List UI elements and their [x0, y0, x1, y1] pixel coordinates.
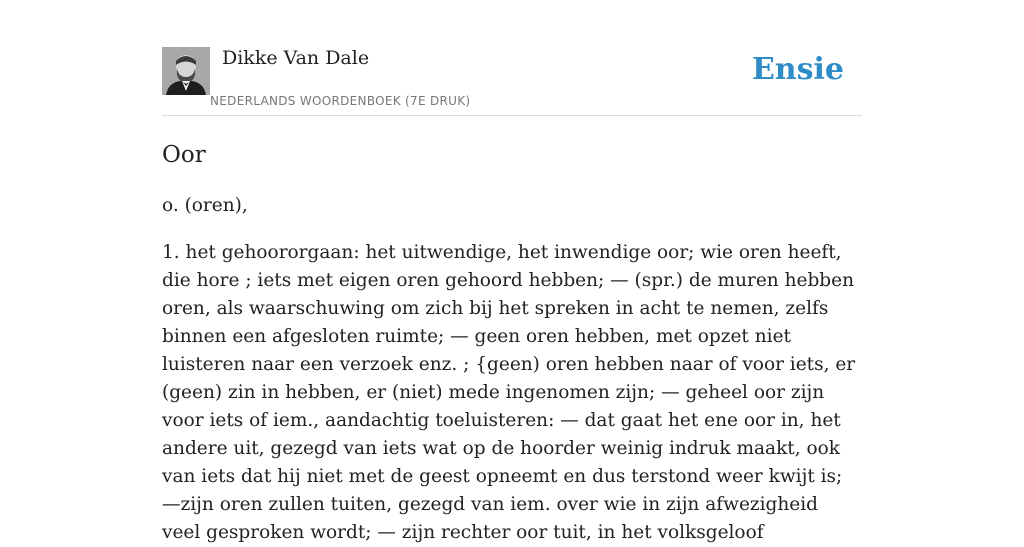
author-name[interactable]: Dikke Van Dale	[222, 47, 370, 69]
brand-logo[interactable]: Ensie	[751, 52, 844, 87]
author-avatar[interactable]	[162, 47, 210, 95]
entry-title: Oor	[162, 142, 206, 168]
entry-grammar: o. (oren),	[162, 195, 248, 216]
page	[162, 0, 862, 547]
header	[162, 46, 862, 116]
entry-definition: 1. het gehoororgaan: het uitwendige, het inwendige oor; wie oren heeft, die hore ; iets met eigen oren gehoord hebben; — (spr.) de muren hebben oren, als waarschuwing om zich bij het spreken in acht te nemen, zelfs binnen een afgesloten ruimte; — geen oren hebben, met opzet niet luisteren naar een verzoek enz. ; {geen) oren hebben naar of voor iets, er (geen) zin in hebben, er (niet) mede ingenomen zijn; — geheel oor zijn voor iets of iem., aandachtig toeluisteren: — dat gaat het ene oor in, het andere uit, gezegd van iets wat op de hoorder weinig indruk maakt, ook van iets dat hij niet met de geest opneemt en dus terstond weer kwijt is; —zijn oren zullen tuiten, gezegd van iem. over wie in zijn afwezigheid veel gesproken wordt; — zijn rechter oor tuit, in het volksgeloof	[162, 242, 856, 543]
portrait-icon	[162, 47, 210, 95]
source-label[interactable]: NEDERLANDS WOORDENBOEK (7E DRUK)	[210, 94, 471, 108]
